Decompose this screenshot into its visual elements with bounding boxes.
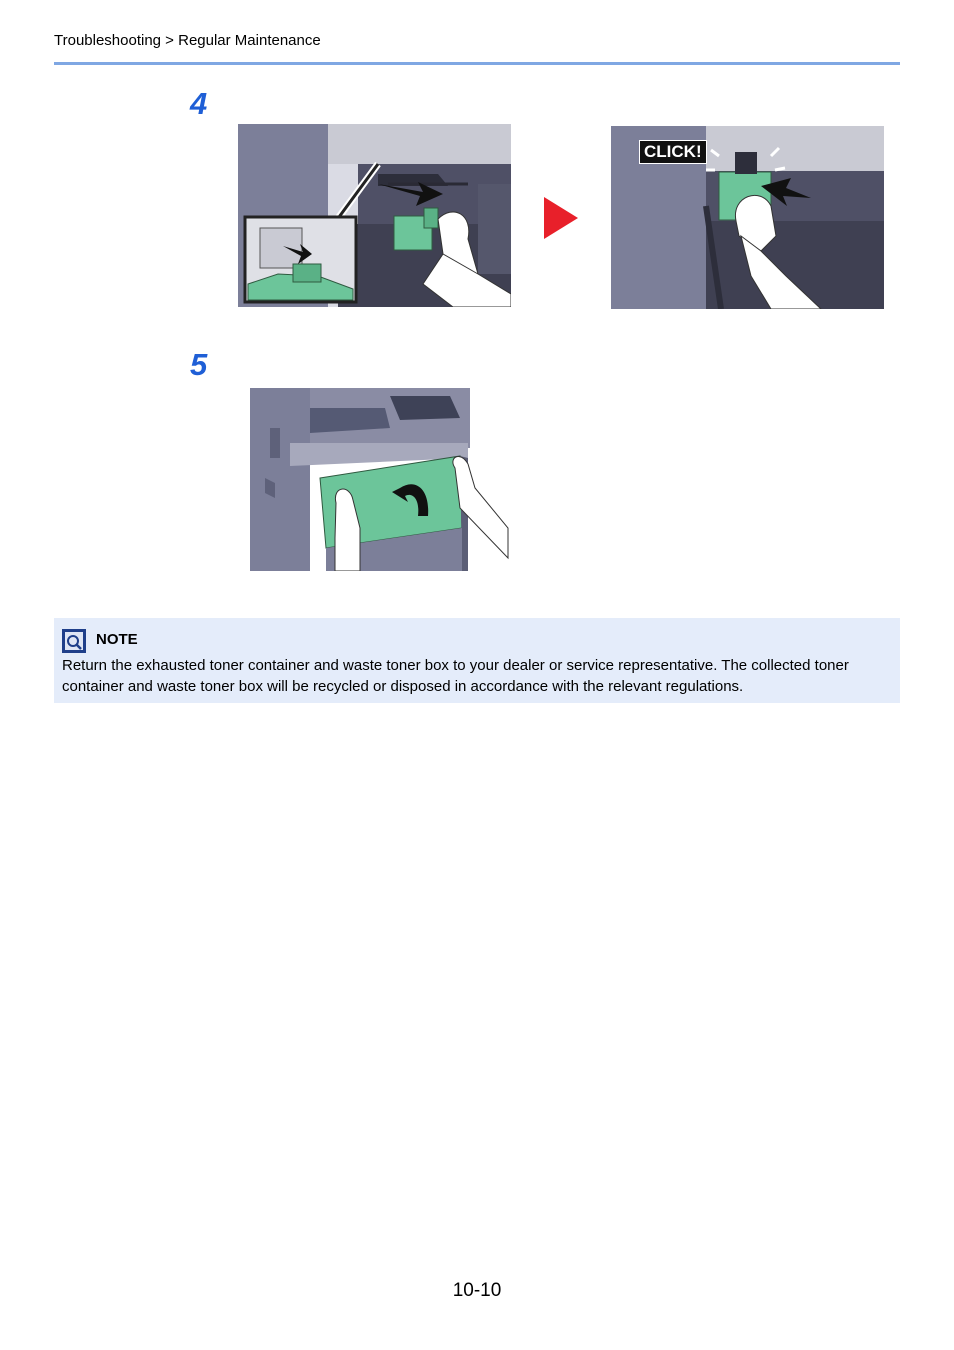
illustration-close-front-cover — [250, 388, 510, 571]
step-number-5: 5 — [190, 347, 208, 382]
page-number: 10-10 — [452, 1280, 502, 1301]
note-icon — [62, 629, 86, 653]
note-box — [54, 618, 900, 703]
breadcrumb: Troubleshooting > Regular Maintenance — [54, 32, 321, 49]
note-text: Return the exhausted toner container and waste toner box to your dealer or service representative. The collected toner container and waste toner box will be recycled or disposed in accordance with the relevant regulations. — [62, 657, 849, 695]
step-number-4: 4 — [190, 86, 208, 121]
illustration-insert-waste-toner-box — [238, 124, 511, 307]
illustration-push-until-click — [611, 126, 884, 309]
note-title: NOTE — [96, 631, 138, 648]
header-rule — [54, 62, 900, 65]
click-label: CLICK! — [639, 140, 707, 164]
next-arrow-icon — [544, 197, 578, 239]
